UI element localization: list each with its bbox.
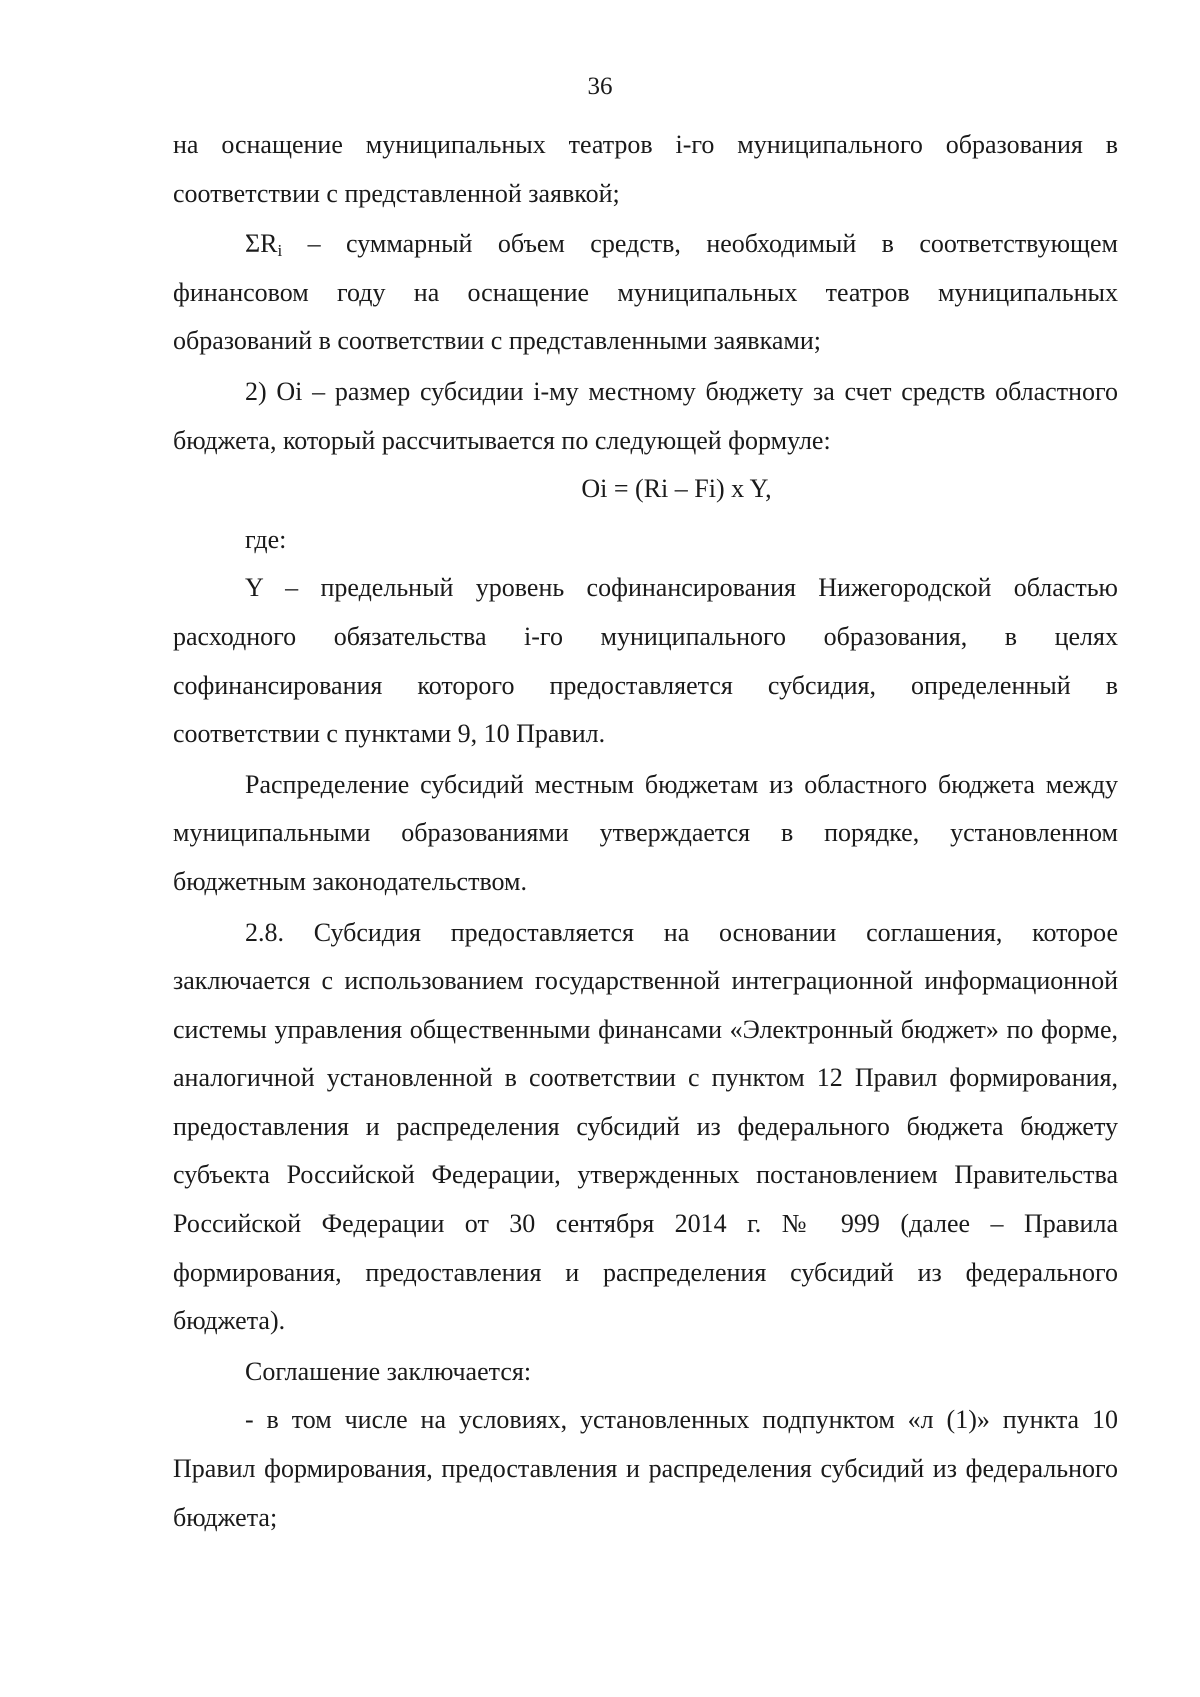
paragraph-y-definition: Y – предельный уровень софинансирования Нижегородской областью расходного обязательства i-го муниципального образования, в целях софинансирования которого предоставляется субсидия, определенный в соответствии с пунктами 9, 10 Правил. xyxy=(173,573,1118,749)
sum-symbol: ΣR xyxy=(245,229,278,259)
formula: Oi = (Ri – Fi) x Y, xyxy=(581,474,772,504)
paragraph-2-8: 2.8. Субсидия предоставляется на основании соглашения, которое заключается с использованием государственной интеграционной информационной системы управления общественными финансами «Электронный бюджет» по форме, аналогичной установленной в соответствии с пунктом 12 Правил формирования, предоставления и распределения субсидий из федерального бюджета бюджету субъекта Российской Федерации, утвержденных постановлением Правительства Российской Федерации от 30 сентября 2014 г. № 999 (далее – Правила формирования, предоставления и распределения субсидий из федерального бюджета). xyxy=(173,917,1118,1336)
paragraph-continuation: на оснащение муниципальных театров i-го муниципального образования в соответствии с представленной заявкой; xyxy=(173,130,1118,208)
paragraph-agreement-condition: - в том числе на условиях, установленных подпунктом «л (1)» пункта 10 Правил формирования, предоставления и распределения субсидий из федерального бюджета; xyxy=(173,1405,1118,1532)
paragraph-where: где: xyxy=(245,524,287,554)
paragraph-agreement: Соглашение заключается: xyxy=(245,1356,532,1386)
paragraph-sum-definition xyxy=(173,220,1118,366)
paragraph-oi-definition: 2) Oi – размер субсидии i-му местному бюджету за счет средств областного бюджета, который рассчитывается по следующей формуле: xyxy=(173,376,1118,455)
paragraph-distribution: Распределение субсидий местным бюджетам из областного бюджета между муниципальными образованиями утверждается в порядке, установленном бюджетным законодательством. xyxy=(173,769,1118,896)
document-body xyxy=(173,121,1118,1542)
sum-definition-text: – суммарный объем средств, необходимый в соответствующем финансовом году на оснащение муниципальных театров муниципальных образований в соответствии с представленными заявками; xyxy=(173,229,1118,356)
page-number: 36 xyxy=(587,73,613,100)
sum-subscript: i xyxy=(277,241,283,261)
